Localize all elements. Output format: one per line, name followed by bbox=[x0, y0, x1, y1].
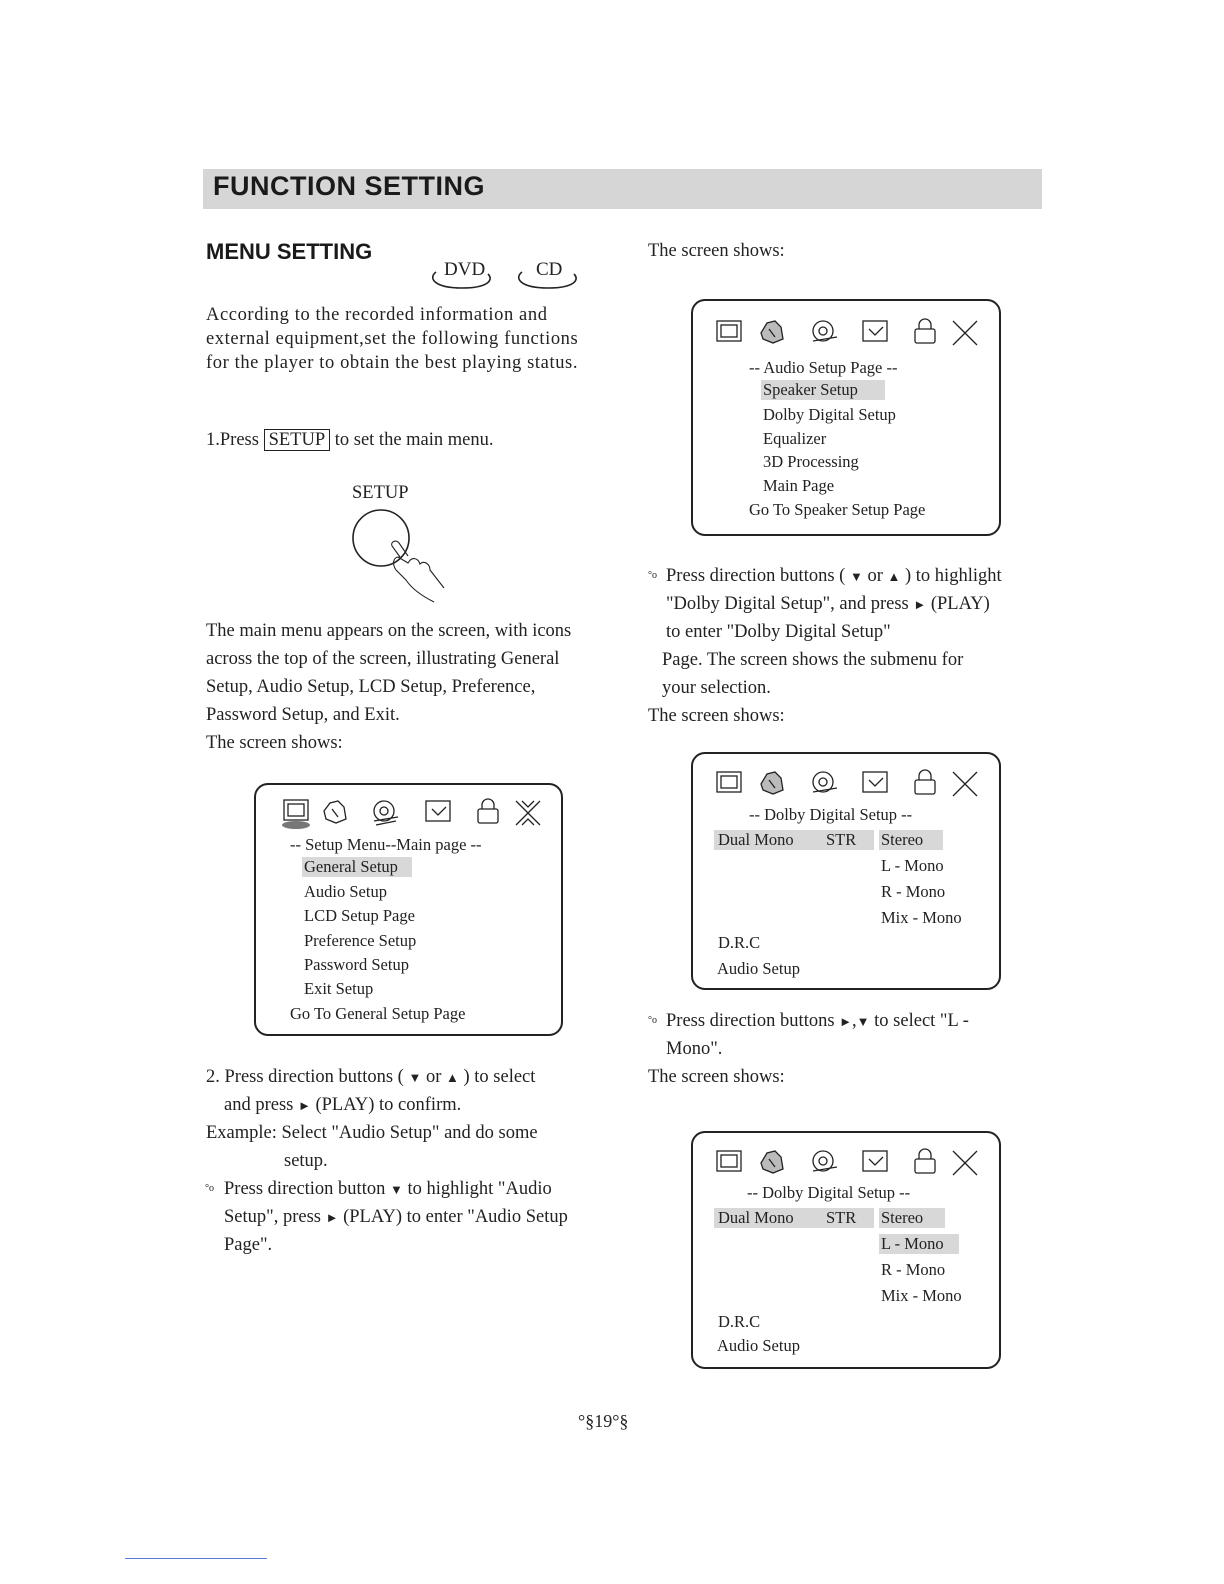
intro-paragraph bbox=[206, 303, 606, 375]
osd-main-menu bbox=[254, 783, 563, 1036]
osd-option-stereo[interactable]: Stereo bbox=[879, 830, 943, 850]
osd-item-drc[interactable]: D.R.C bbox=[718, 1312, 761, 1331]
osd-title: -- Dolby Digital Setup -- bbox=[749, 805, 913, 824]
setup-key-label: SETUP bbox=[264, 429, 331, 451]
osd-icon-row bbox=[713, 766, 983, 807]
osd-item-general-setup[interactable]: General Setup bbox=[302, 857, 412, 877]
screen-shows-2: The screen shows: bbox=[648, 706, 785, 726]
up-arrow-icon: ▲ bbox=[446, 1070, 459, 1085]
osd-item-audio-setup[interactable]: Audio Setup bbox=[717, 959, 800, 978]
osd-item-dolby-digital-setup[interactable]: Dolby Digital Setup bbox=[763, 405, 896, 424]
osd-option-mix-mono[interactable]: Mix - Mono bbox=[881, 908, 962, 927]
step-2-line-1: 2. Press direction buttons ( ▼ or ▲ ) to select bbox=[206, 1067, 536, 1087]
example-line-2: setup. bbox=[284, 1151, 328, 1171]
disc-dvd-icon bbox=[426, 258, 498, 292]
osd-icon-row bbox=[278, 797, 548, 840]
osd-footer-hint: Go To General Setup Page bbox=[290, 1004, 466, 1023]
osd-option-r-mono[interactable]: R - Mono bbox=[881, 882, 946, 901]
osd-option-l-mono[interactable]: L - Mono bbox=[881, 856, 944, 875]
down-arrow-icon: ▼ bbox=[389, 1182, 403, 1197]
screen-shows-3: The screen shows: bbox=[648, 1067, 785, 1087]
disc-cd-icon bbox=[512, 258, 584, 292]
osd-item-drc[interactable]: D.R.C bbox=[718, 933, 761, 952]
bullet-2-line-2: "Dolby Digital Setup", and press ► (PLAY) bbox=[666, 594, 990, 614]
osd-audio-setup bbox=[691, 299, 1001, 536]
intro-line: for the player to obtain the best playing status. bbox=[206, 353, 579, 373]
intro-line: external equipment,set the following functions bbox=[206, 329, 579, 349]
osd-dolby-digital-setup-l-mono bbox=[691, 1131, 1001, 1369]
osd-item-audio-setup[interactable]: Audio Setup bbox=[304, 882, 387, 901]
page-number: °§19°§ bbox=[578, 1411, 629, 1431]
osd-icon-row bbox=[713, 315, 983, 356]
play-arrow-icon: ► bbox=[297, 1098, 311, 1113]
osd-item-lcd-setup[interactable]: LCD Setup Page bbox=[304, 906, 415, 925]
osd-dolby-digital-setup bbox=[691, 752, 1001, 990]
down-arrow-icon: ▼ bbox=[408, 1070, 422, 1085]
bullet-1-line-2: Setup", press ► (PLAY) to enter "Audio Setup bbox=[224, 1207, 568, 1227]
footer-divider bbox=[125, 1558, 267, 1559]
bullet-2-line-4: Page. The screen shows the submenu for bbox=[662, 650, 964, 670]
osd-item-dual-mono[interactable]: Dual Mono STR bbox=[714, 830, 874, 850]
setup-button-label: SETUP bbox=[352, 483, 409, 503]
down-arrow-icon: ▼ bbox=[856, 1014, 870, 1029]
down-arrow-icon: ▼ bbox=[849, 569, 863, 584]
osd-icons-general-audio-lcd-preference-password-exit bbox=[713, 766, 983, 802]
osd-icons-general-audio-lcd-preference-password-exit bbox=[713, 1145, 983, 1181]
osd-item-audio-setup[interactable]: Audio Setup bbox=[717, 1336, 800, 1355]
osd-item-3d-processing[interactable]: 3D Processing bbox=[763, 452, 859, 471]
osd-item-exit-setup[interactable]: Exit Setup bbox=[304, 979, 374, 998]
screen-shows-1: The screen shows: bbox=[648, 241, 785, 261]
osd-footer-hint: Go To Speaker Setup Page bbox=[749, 500, 926, 519]
bullet-2-line-3: to enter "Dolby Digital Setup" bbox=[666, 622, 891, 642]
intro-line: According to the recorded information and bbox=[206, 305, 548, 325]
osd-icon-row bbox=[713, 1145, 983, 1186]
osd-icons-general-audio-lcd-preference-password-exit bbox=[278, 797, 548, 835]
osd-item-equalizer[interactable]: Equalizer bbox=[763, 429, 827, 448]
disc-cd-label: CD bbox=[536, 259, 563, 280]
section-title: MENU SETTING bbox=[206, 239, 373, 264]
osd-item-preference-setup[interactable]: Preference Setup bbox=[304, 931, 417, 950]
osd-title: -- Setup Menu--Main page -- bbox=[290, 835, 482, 854]
osd-icons-general-audio-lcd-preference-password-exit bbox=[713, 315, 983, 351]
bullet-2-line-1: Press direction buttons ( ▼ or ▲ ) to highlight bbox=[666, 566, 1002, 586]
bullet-mark: °o bbox=[205, 1183, 214, 1194]
osd-title: -- Dolby Digital Setup -- bbox=[747, 1183, 911, 1202]
right-arrow-icon: ► bbox=[839, 1014, 853, 1029]
bullet-1-line-3: Page". bbox=[224, 1235, 273, 1255]
main-menu-description: The main menu appears on the screen, with icons across the top of the screen, illustrating General Setup, Audio Setup, LCD Setup, Preference, Password Setup, and Exit. The screen shows: bbox=[206, 621, 572, 753]
example-line-1: Example: Select "Audio Setup" and do some bbox=[206, 1123, 538, 1143]
bullet-3-line-2: Mono". bbox=[666, 1039, 723, 1059]
bullet-2-line-5: your selection. bbox=[662, 678, 771, 698]
page-title: FUNCTION SETTING bbox=[213, 171, 485, 201]
setup-button-press-icon bbox=[348, 508, 448, 609]
bullet-3-line-1: Press direction buttons ►,▼ to select "L - bbox=[666, 1011, 969, 1031]
step-1: 1.Press SETUP to set the main menu. bbox=[206, 430, 494, 450]
osd-item-dual-mono[interactable]: Dual Mono STR bbox=[714, 1208, 874, 1228]
osd-item-speaker-setup[interactable]: Speaker Setup bbox=[761, 380, 885, 400]
osd-option-l-mono[interactable]: L - Mono bbox=[879, 1234, 959, 1254]
osd-option-mix-mono[interactable]: Mix - Mono bbox=[881, 1286, 962, 1305]
play-arrow-icon: ► bbox=[913, 597, 927, 612]
up-arrow-icon: ▲ bbox=[887, 569, 901, 584]
disc-dvd-label: DVD bbox=[444, 259, 486, 280]
bullet-mark: °o bbox=[648, 570, 657, 581]
step-2-line-2: and press ► (PLAY) to confirm. bbox=[224, 1095, 462, 1115]
osd-item-main-page[interactable]: Main Page bbox=[763, 476, 835, 495]
osd-option-r-mono[interactable]: R - Mono bbox=[881, 1260, 946, 1279]
osd-title: -- Audio Setup Page -- bbox=[749, 358, 898, 377]
bullet-1-line-1: Press direction button ▼ to highlight "Audio bbox=[224, 1179, 552, 1199]
bullet-mark: °o bbox=[648, 1015, 657, 1026]
osd-option-stereo[interactable]: Stereo bbox=[879, 1208, 945, 1228]
osd-item-password-setup[interactable]: Password Setup bbox=[304, 955, 409, 974]
play-arrow-icon: ► bbox=[325, 1210, 339, 1225]
